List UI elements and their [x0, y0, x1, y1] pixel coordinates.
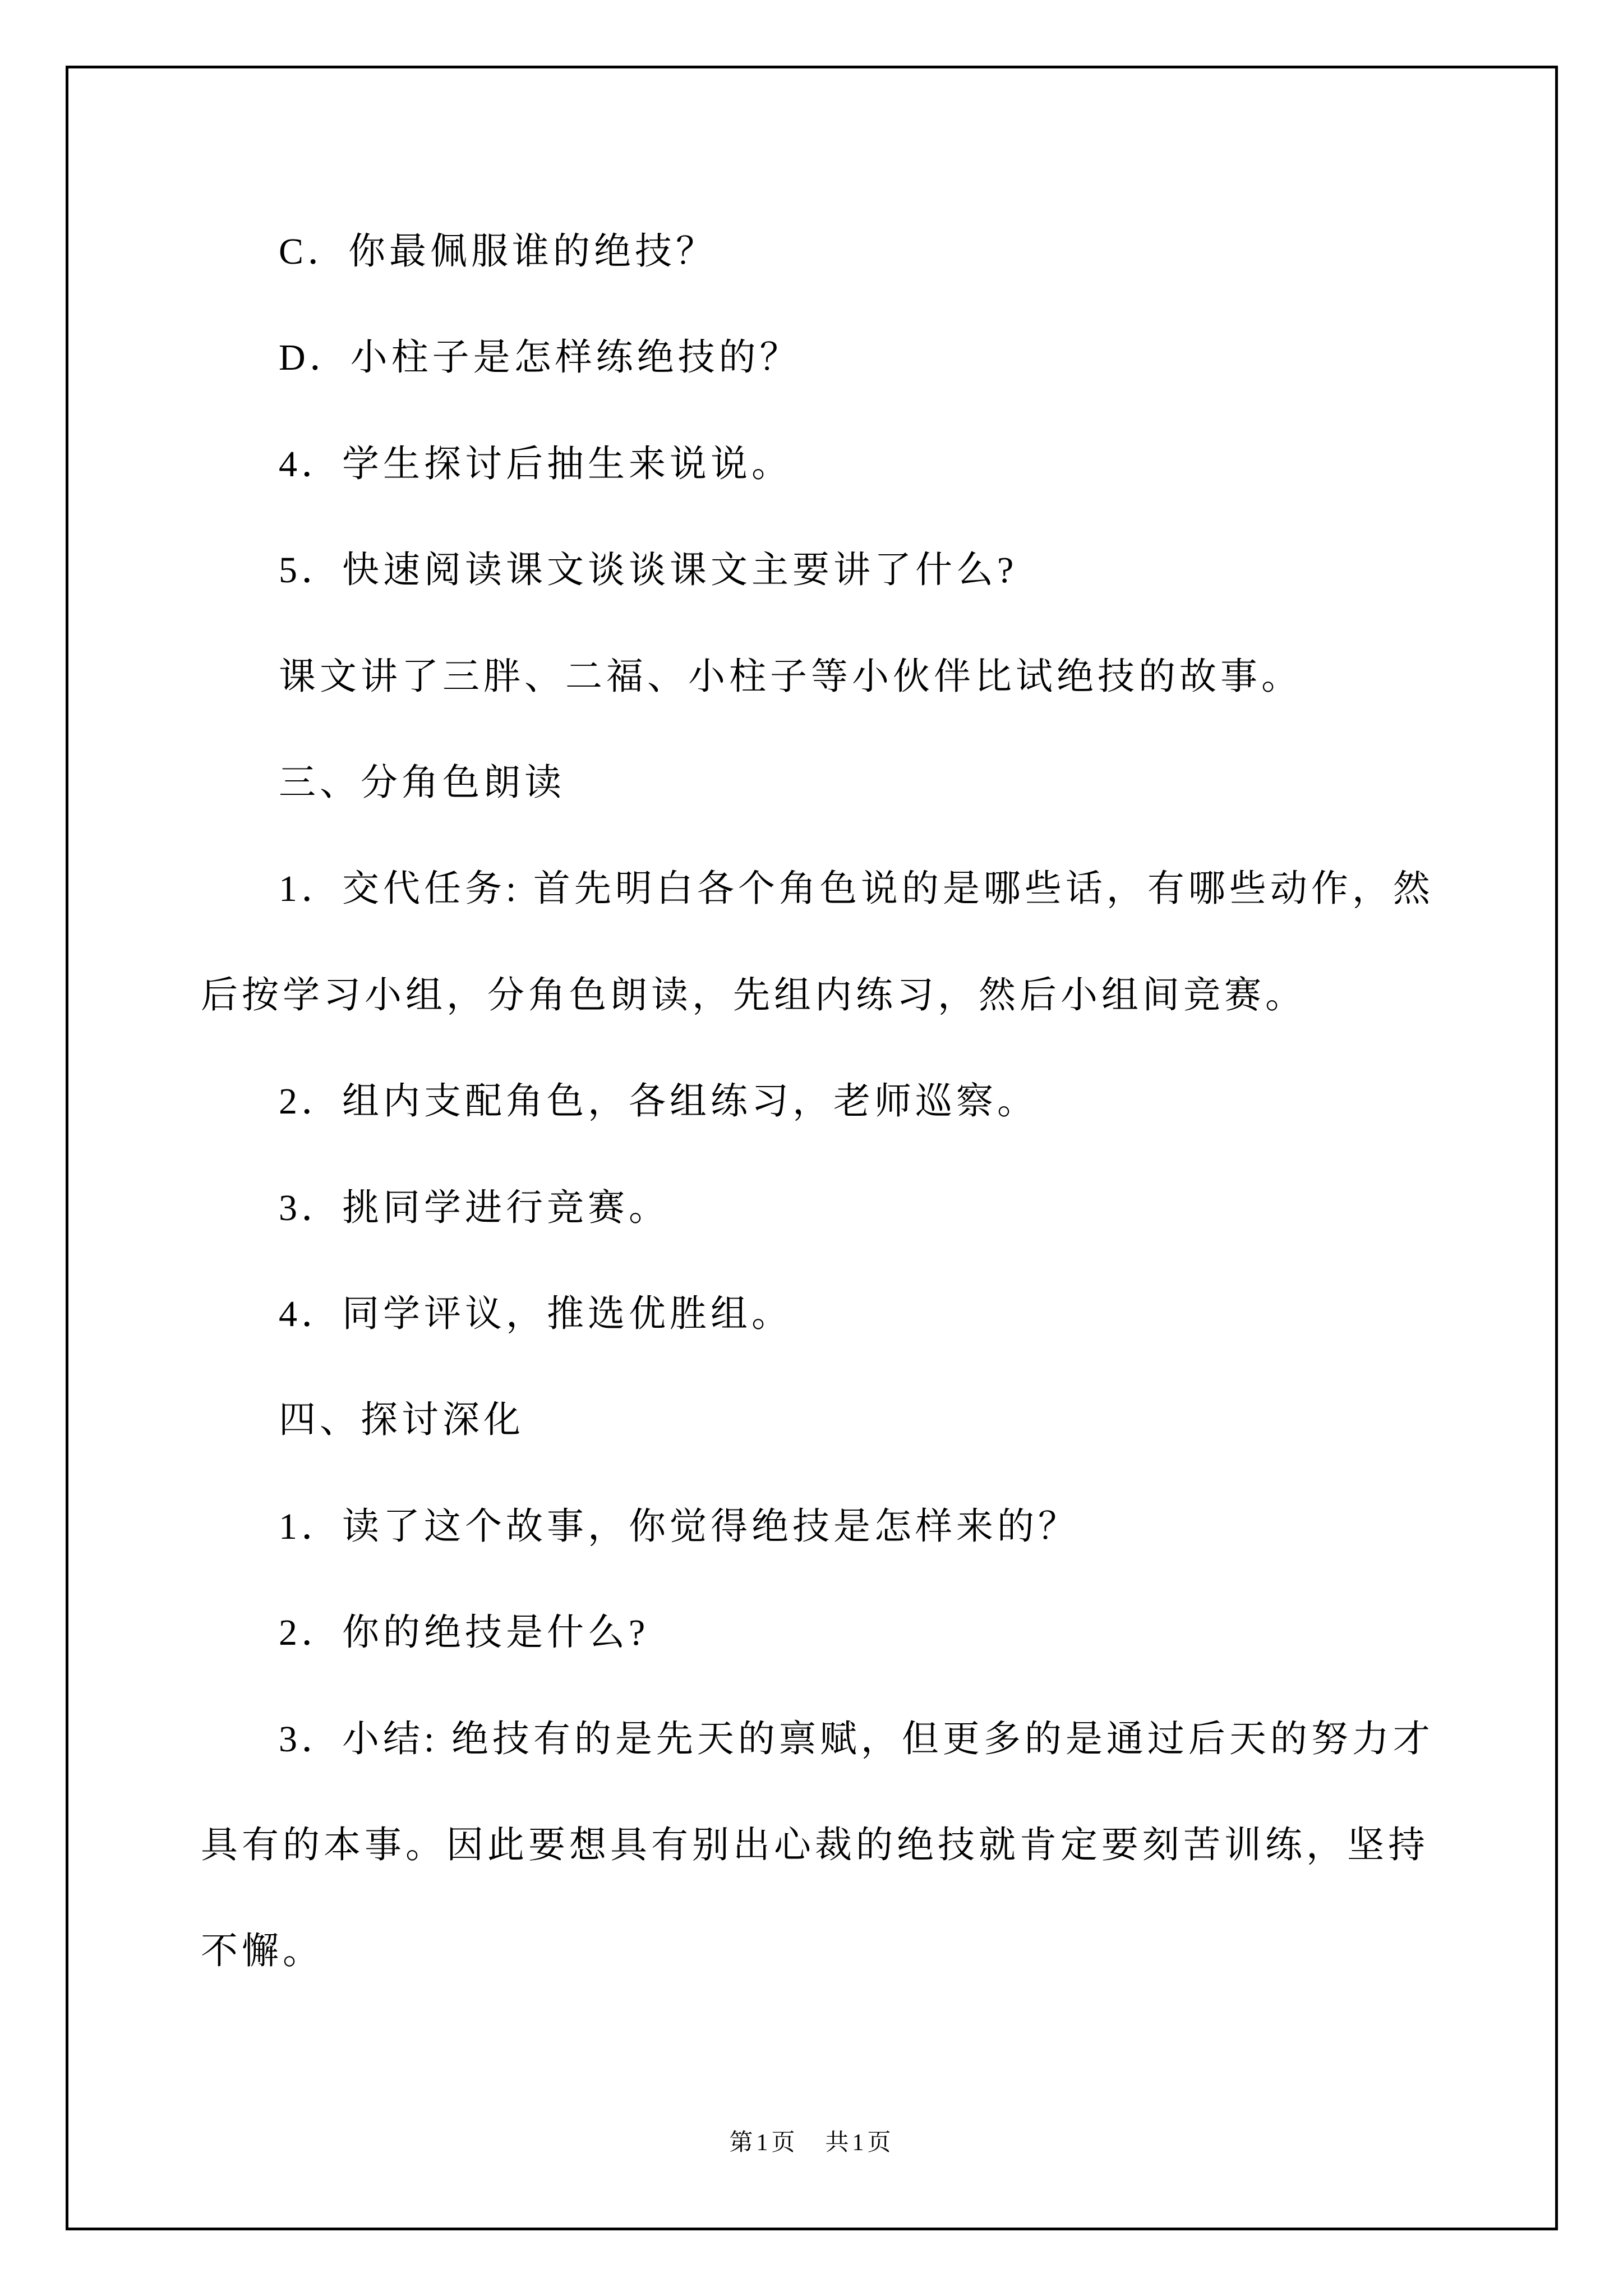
text-line: 四、探讨深化	[279, 1400, 524, 1441]
text-line: 2．组内支配角色，各组练习，老师巡察。	[279, 1081, 1038, 1122]
text-line: 1．读了这个故事，你觉得绝技是怎样来的？	[279, 1506, 1079, 1547]
text-line: 4．学生探讨后抽生来说说。	[279, 443, 792, 485]
text-line: 不懈。	[201, 1931, 324, 1972]
text-line: 2．你的绝技是什么?	[279, 1612, 649, 1654]
text-line: 5．快速阅读课文谈谈课文主要讲了什么?	[279, 550, 1018, 591]
text-line: 3．小结: 绝技有的是先天的禀赋，但更多的是通过后天的努力才	[279, 1718, 1434, 1760]
page-frame	[66, 66, 1558, 2230]
text-line: 后按学习小组，分角色朗读，先组内练习，然后小组间竞赛。	[201, 974, 1306, 1016]
text-line: 4．同学评议，推选优胜组。	[279, 1294, 792, 1335]
text-line: 三、分角色朗读	[279, 762, 565, 803]
text-line: 3．挑同学进行竞赛。	[279, 1187, 670, 1228]
text-line: C．你最佩服谁的绝技？	[279, 231, 717, 272]
page-footer: 第1页 共1页	[729, 2130, 895, 2156]
text-line: 1．交代任务: 首先明白各个角色说的是哪些话，有哪些动作，然	[279, 868, 1434, 910]
text-line: D．小柱子是怎样练绝技的？	[279, 337, 801, 379]
text-line: 课文讲了三胖、二福、小柱子等小伙伴比试绝技的故事。	[279, 656, 1302, 697]
text-line: 具有的本事。因此要想具有别出心裁的绝技就肯定要刻苦训练，坚持	[201, 1825, 1429, 1866]
